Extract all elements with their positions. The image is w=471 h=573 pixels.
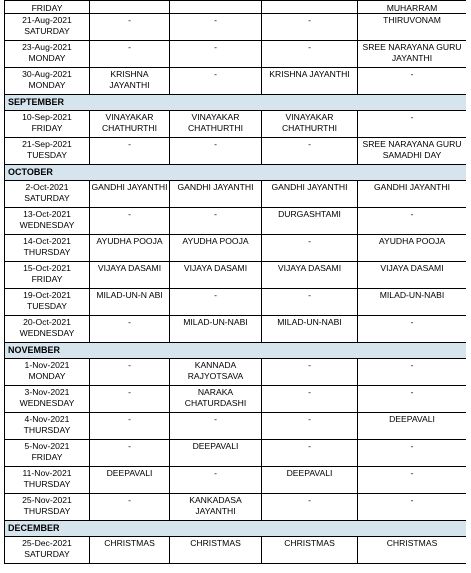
weekday-text: THURSDAY	[23, 506, 71, 516]
date-text: 23-Aug-2021	[22, 42, 72, 52]
month-header-row	[5, 343, 467, 359]
table-row	[5, 289, 467, 316]
holiday-cell: -	[170, 467, 262, 494]
holiday-cell: -	[170, 138, 262, 165]
date-cell	[5, 208, 90, 235]
holiday-cell: VIJAYA DASAMI	[170, 262, 262, 289]
holiday-cell: GANDHI JAYANTHI	[170, 181, 262, 208]
weekday-text: WEDNESDAY	[19, 328, 75, 338]
table-row	[5, 440, 467, 467]
date-text: 10-Sep-2021	[22, 112, 72, 122]
holiday-cell: -	[262, 14, 358, 41]
holiday-cell: -	[90, 316, 170, 343]
holiday-cell: CHRISTMAS	[262, 537, 358, 564]
month-label: NOVEMBER	[5, 343, 467, 359]
weekday-text: THURSDAY	[23, 247, 71, 257]
table-row	[5, 1, 467, 14]
holiday-cell: -	[358, 316, 467, 343]
table-row	[5, 262, 467, 289]
holiday-cell: KANNADA RAJYOTSAVA	[170, 359, 262, 386]
month-header-row	[5, 95, 467, 111]
holiday-cell: -	[262, 386, 358, 413]
holiday-cell: NARAKA CHATURDASHI	[170, 386, 262, 413]
holiday-cell: VINAYAKAR CHATHURTHI	[170, 111, 262, 138]
date-text: 2-Oct-2021	[25, 182, 69, 192]
holiday-cell: -	[262, 41, 358, 68]
holiday-cell: GANDHI JAYANTHI	[90, 181, 170, 208]
table-row	[5, 138, 467, 165]
holiday-cell: -	[170, 14, 262, 41]
holiday-cell: -	[90, 413, 170, 440]
holiday-sheet	[4, 0, 466, 570]
table-row	[5, 386, 467, 413]
weekday-text: THURSDAY	[23, 425, 71, 435]
holiday-cell: VIJAYA DASAMI	[358, 262, 467, 289]
weekday-text: MONDAY	[28, 80, 66, 90]
holiday-cell: -	[90, 41, 170, 68]
holiday-cell: AYUDHA POOJA	[170, 235, 262, 262]
table-row	[5, 14, 467, 41]
holiday-cell: -	[170, 413, 262, 440]
holiday-cell: MILAD-UN-N ABI	[90, 289, 170, 316]
date-text: 4-Nov-2021	[24, 414, 70, 424]
month-header-row	[5, 521, 467, 537]
holiday-cell: -	[90, 138, 170, 165]
table-row	[5, 111, 467, 138]
holiday-cell: VINAYAKAR CHATHURTHI	[90, 111, 170, 138]
weekday-text: TUESDAY	[27, 150, 67, 160]
date-text: 20-Oct-2021	[23, 317, 71, 327]
weekday-text: FRIDAY	[31, 123, 63, 133]
table-row	[5, 467, 467, 494]
holiday-cell: -	[358, 467, 467, 494]
holiday-cell: -	[170, 41, 262, 68]
holiday-cell: VIJAYA DASAMI	[90, 262, 170, 289]
holiday-cell: KRISHNA JAYANTHI	[262, 68, 358, 95]
date-cell	[5, 440, 90, 467]
date-text: 15-Oct-2021	[23, 263, 71, 273]
holiday-cell: GANDHI JAYANTHI	[262, 181, 358, 208]
holiday-cell: -	[358, 440, 467, 467]
weekday-text: FRIDAY	[31, 452, 63, 462]
date-cell	[5, 386, 90, 413]
date-cell	[5, 494, 90, 521]
date-text: 30-Aug-2021	[22, 69, 72, 79]
holiday-cell: -	[262, 440, 358, 467]
date-cell	[5, 68, 90, 95]
date-cell	[5, 289, 90, 316]
date-cell	[5, 41, 90, 68]
date-text: 5-Nov-2021	[24, 441, 70, 451]
holiday-cell: SREE NARAYANA GURU JAYANTHI	[358, 41, 467, 68]
holiday-cell: -	[170, 208, 262, 235]
date-text: 13-Oct-2021	[23, 209, 71, 219]
holiday-cell: AYUDHA POOJA	[358, 235, 467, 262]
holiday-cell: -	[262, 359, 358, 386]
holiday-cell: MILAD-UN-NABI	[358, 289, 467, 316]
month-label: SEPTEMBER	[5, 95, 467, 111]
weekday-text: MONDAY	[28, 371, 66, 381]
holiday-table-body	[5, 1, 467, 564]
holiday-cell: KRISHNA JAYANTHI	[90, 68, 170, 95]
table-row	[5, 359, 467, 386]
date-cell	[5, 467, 90, 494]
holiday-cell: -	[262, 235, 358, 262]
date-cell	[5, 181, 90, 208]
holiday-cell: MILAD-UN-NABI	[170, 316, 262, 343]
holiday-cell: DURGASHTAMI	[262, 208, 358, 235]
holiday-cell: VINAYAKAR CHATHURTHI	[262, 111, 358, 138]
table-row	[5, 208, 467, 235]
holiday-cell: KANKADASA JAYANTHI	[170, 494, 262, 521]
holiday-cell: VIJAYA DASAMI	[262, 262, 358, 289]
weekday-text: WEDNESDAY	[19, 220, 75, 230]
holiday-cell: -	[170, 68, 262, 95]
table-row	[5, 494, 467, 521]
date-text: 19-Oct-2021	[23, 290, 71, 300]
holiday-cell: CHRISTMAS	[358, 537, 467, 564]
holiday-cell: DEEPAVALI	[358, 413, 467, 440]
holiday-cell	[262, 1, 358, 14]
holiday-cell: -	[90, 386, 170, 413]
month-label: DECEMBER	[5, 521, 467, 537]
date-cell	[5, 537, 90, 564]
holiday-cell: -	[358, 68, 467, 95]
holiday-cell: AYUDHA POOJA	[90, 235, 170, 262]
holiday-cell: -	[262, 413, 358, 440]
table-row	[5, 68, 467, 95]
date-text: 21-Aug-2021	[22, 15, 72, 25]
holiday-cell: THIRUVONAM	[358, 14, 467, 41]
holiday-cell: -	[262, 138, 358, 165]
weekday-text: FRIDAY	[31, 274, 63, 284]
holiday-cell: DEEPAVALI	[170, 440, 262, 467]
date-cell	[5, 359, 90, 386]
weekday-text: WEDNESDAY	[19, 398, 75, 408]
date-text: 25-Nov-2021	[22, 495, 72, 505]
holiday-cell: -	[262, 289, 358, 316]
date-text: 21-Sep-2021	[22, 139, 72, 149]
holiday-cell: -	[358, 208, 467, 235]
table-row	[5, 235, 467, 262]
holiday-cell: -	[358, 359, 467, 386]
date-cell	[5, 14, 90, 41]
date-cell	[5, 111, 90, 138]
holiday-cell: -	[90, 14, 170, 41]
holiday-table	[4, 0, 466, 564]
weekday-text: SATURDAY	[24, 549, 70, 559]
date-cell	[5, 413, 90, 440]
holiday-cell	[90, 1, 170, 14]
holiday-cell: CHRISTMAS	[170, 537, 262, 564]
holiday-cell: DEEPAVALI	[90, 467, 170, 494]
holiday-cell: -	[358, 494, 467, 521]
month-header-row	[5, 165, 467, 181]
holiday-cell: -	[170, 289, 262, 316]
date-text: 1-Nov-2021	[24, 360, 70, 370]
holiday-cell: -	[90, 440, 170, 467]
holiday-cell: GANDHI JAYANTHI	[358, 181, 467, 208]
date-text: 25-Dec-2021	[22, 538, 72, 548]
weekday-text: SATURDAY	[24, 26, 70, 36]
table-row	[5, 41, 467, 68]
table-row	[5, 316, 467, 343]
table-row	[5, 413, 467, 440]
table-row	[5, 181, 467, 208]
holiday-cell: -	[358, 386, 467, 413]
table-row	[5, 537, 467, 564]
holiday-cell: DEEPAVALI	[262, 467, 358, 494]
holiday-cell: SREE NARAYANA GURU SAMADHI DAY	[358, 138, 467, 165]
date-text: 14-Oct-2021	[23, 236, 71, 246]
holiday-cell: MILAD-UN-NABI	[262, 316, 358, 343]
holiday-cell: MUHARRAM	[358, 1, 467, 14]
date-cell	[5, 316, 90, 343]
holiday-cell	[170, 1, 262, 14]
date-text: 3-Nov-2021	[24, 387, 70, 397]
holiday-cell: CHRISTMAS	[90, 537, 170, 564]
weekday-text: MONDAY	[28, 53, 66, 63]
weekday-text: THURSDAY	[23, 479, 71, 489]
holiday-cell: -	[90, 208, 170, 235]
holiday-cell: -	[90, 359, 170, 386]
weekday-text: TUESDAY	[27, 301, 67, 311]
holiday-cell: -	[90, 494, 170, 521]
date-cell: FRIDAY	[5, 1, 90, 14]
weekday-text: SATURDAY	[24, 193, 70, 203]
holiday-cell: -	[262, 494, 358, 521]
holiday-cell: -	[358, 111, 467, 138]
month-label: OCTOBER	[5, 165, 467, 181]
date-cell	[5, 138, 90, 165]
date-cell	[5, 262, 90, 289]
date-text: 11-Nov-2021	[22, 468, 72, 478]
date-cell	[5, 235, 90, 262]
